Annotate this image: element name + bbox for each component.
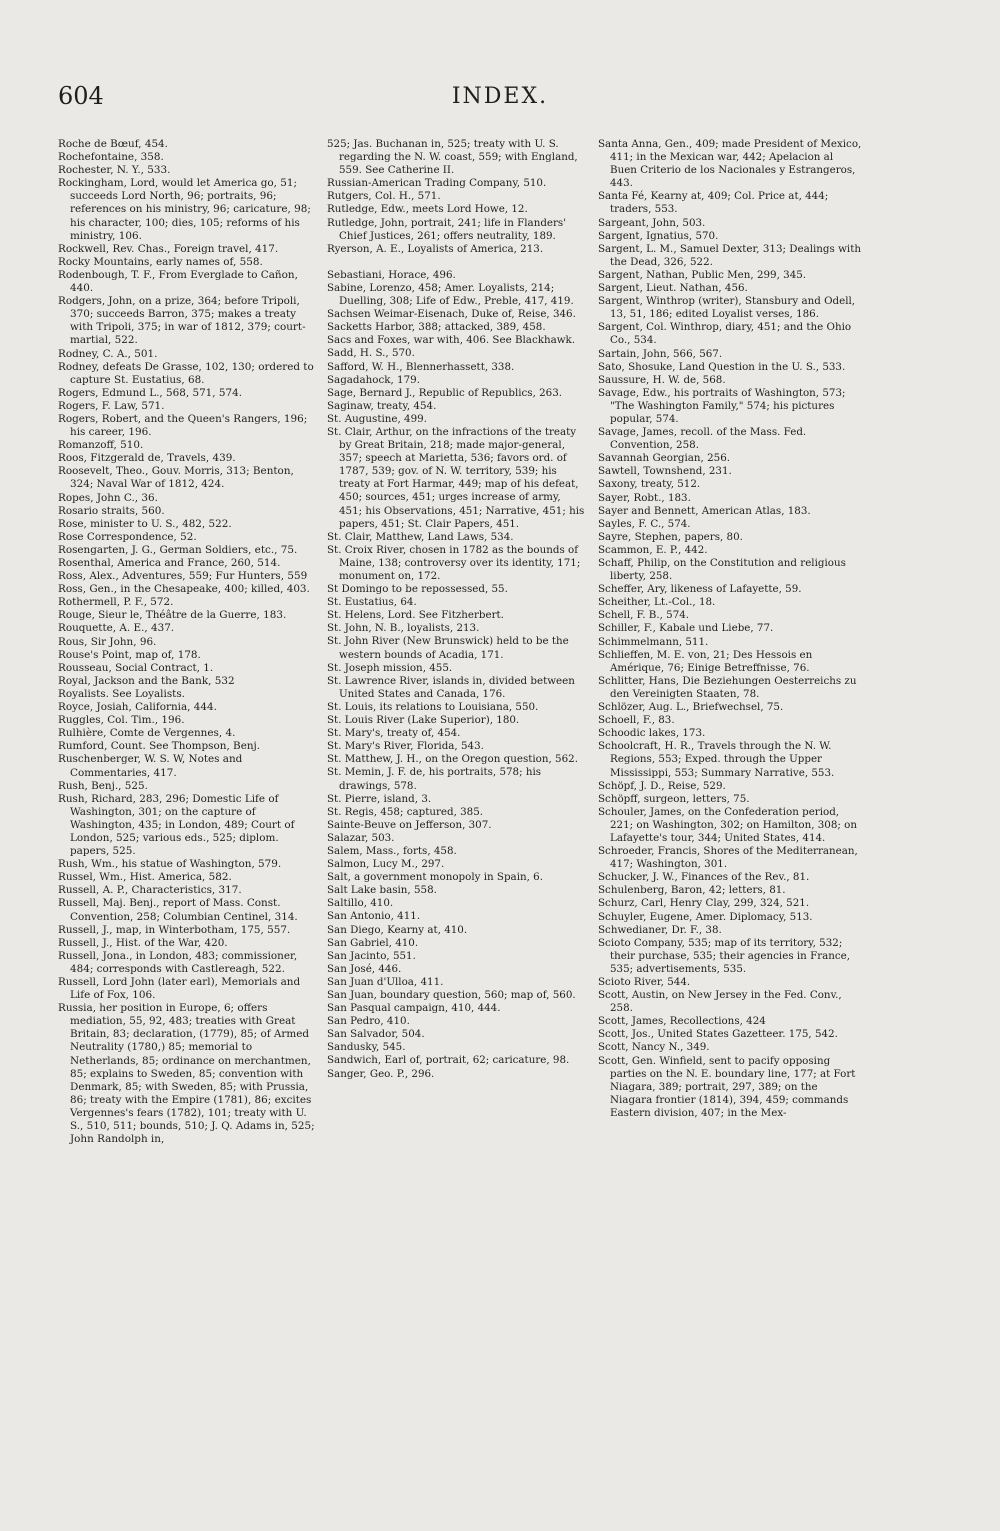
index-entry: Rutledge, Edw., meets Lord Howe, 12. [327, 203, 528, 216]
index-entry: Sacketts Harbor, 388; attacked, 389, 458. [327, 321, 546, 334]
index-entry: Ruschenberger, W. S. W, Notes and Commentaries, 417. [58, 753, 243, 779]
index-entry: Schöpff, surgeon, letters, 75. [598, 792, 750, 805]
index-entry: St. Eustatius, 64. [327, 596, 417, 609]
index-entry: Salmon, Lucy M., 297. [327, 858, 445, 871]
index-entry: Rosengarten, J. G., German Soldiers, etc., 75. [58, 543, 298, 556]
index-entry: Savannah Georgian, 256. [598, 452, 731, 465]
index-entry: Rush, Richard, 283, 296; Domestic Life of Washington, 301; on the capture of Washington, 435; in London, 489; Court of London, 525; various eds., 525; diplom. papers, 525. [58, 792, 295, 858]
index-entry: Schurz, Carl, Henry Clay, 299, 324, 521. [598, 897, 810, 910]
index-entry: Schwedianer, Dr. F., 38. [598, 923, 722, 936]
index-entry: Rosenthal, America and France, 260, 514. [58, 557, 281, 569]
index-entry: Rosario straits, 560. [58, 504, 165, 517]
index-entry: Schlitter, Hans, Die Beziehungen Oesterreichs zu den Vereinigten Staaten, 78. [598, 674, 857, 700]
index-entry: Rockwell, Rev. Chas., Foreign travel, 417. [58, 242, 279, 255]
index-entry: Sayre, Stephen, papers, 80. [598, 530, 743, 543]
index-entry: St. Augustine, 499. [327, 412, 427, 425]
index-entry: Ryerson, A. E., Loyalists of America, 213. [327, 242, 544, 255]
index-entry: Schoolcraft, H. R., Travels through the N. W. Regions, 553; Exped. through the Upper Mississippi, 553; Summary Narrative, 553. [598, 740, 835, 779]
index-entry: Rochefontaine, 358. [58, 151, 164, 164]
index-entry: Rodney, defeats De Grasse, 102, 130; ordered to capture St. Eustatius, 68. [58, 360, 314, 386]
index-entry: 525; Jas. Buchanan in, 525; treaty with U. S. regarding the N. W. coast, 559; with England, 559. See Catherine II. [327, 138, 578, 177]
index-entry: Ropes, John C., 36. [58, 491, 158, 504]
index-entry: St. John, N. B., loyalists, 213. [327, 622, 480, 635]
index-entry: San Antonio, 411. [327, 910, 421, 923]
index-entry: Sainte-Beuve on Jefferson, 307. [327, 818, 492, 831]
index-entry: Rousseau, Social Contract, 1. [58, 661, 214, 674]
index-entry: Salem, Mass., forts, 458. [327, 844, 457, 857]
index-entry: Schouler, James, on the Confederation period, 221; on Washington, 302; on Hamilton, 308; on Lafayette's tour, 344; United States, 414. [598, 805, 857, 844]
index-entry: Scheffer, Ary, likeness of Lafayette, 59. [598, 583, 802, 596]
index-entry: San Salvador, 504. [327, 1028, 425, 1041]
index-entry: Sanger, Geo. P., 296. [327, 1067, 435, 1080]
index-entry: St. Joseph mission, 455. [327, 661, 453, 674]
index-entry: Schaff, Philip, on the Constitution and religious liberty, 258. [598, 557, 846, 583]
index-entry: Scioto River, 544. [598, 976, 691, 988]
index-entry: St. Louis River (Lake Superior), 180. [327, 714, 520, 727]
index-entry: Sayer and Bennett, American Atlas, 183. [598, 504, 811, 517]
index-entry: Russian-American Trading Company, 510. [327, 177, 547, 190]
index-entry: St. Mary's River, Florida, 543. [327, 740, 484, 753]
index-entry: Rutgers, Col. H., 571. [327, 190, 441, 203]
index-entry: Rogers, F. Law, 571. [58, 399, 165, 412]
index-entry: Sayer, Robt., 183. [598, 491, 691, 504]
index-entry: Rush, Wm., his statue of Washington, 579. [58, 858, 282, 871]
index-entry: St. Clair, Arthur, on the infractions of the treaty by Great Britain, 218; made major-general, 357; speech at Marietta, 536; favors ord. of 1787, 539; gov. of N. W. territory, 539; his treaty at Fort Harmar, 449; map of his defeat, 450; sources, 451; urges increase of army, 451; his Observations, 451; Narrative, 451; his papers, 451; St. Clair Papers, 451. [327, 425, 585, 530]
index-entry: Russell, Jona., in London, 483; commissioner, 484; corresponds with Castlereagh, 522. [58, 949, 298, 975]
index-entry: St. Matthew, J. H., on the Oregon question, 562. [327, 753, 578, 766]
index-entry: San Juan d'Ulloa, 411. [327, 975, 444, 988]
index-entry: Scott, Jos., United States Gazetteer. 175, 542. [598, 1028, 838, 1041]
index-entry: Rochester, N. Y., 533. [58, 164, 171, 177]
index-entry: Savage, James, recoll. of the Mass. Fed. Convention, 258. [598, 426, 807, 452]
index-entry: Saltillo, 410. [327, 897, 394, 910]
index-entry: Royal, Jackson and the Bank, 532 [58, 674, 235, 687]
index-entry: Royce, Josiah, California, 444. [58, 701, 217, 714]
index-entry: Ross, Gen., in the Chesapeake, 400; killed, 403. [58, 583, 310, 596]
index-entry: Russel, Wm., Hist. America, 582. [58, 871, 232, 884]
index-entry: Rodenbough, T. F., From Everglade to Cañon, 440. [58, 268, 298, 295]
index-entry: San José, 446. [327, 962, 402, 975]
index-entry: St Domingo to be repossessed, 55. [327, 583, 508, 596]
index-entry: St. Pierre, island, 3. [327, 792, 432, 805]
index-entry: Roche de Bœuf, 454. [58, 138, 168, 150]
index-entry: Rodney, C. A., 501. [58, 347, 158, 360]
index-entry: Schlieffen, M. E. von, 21; Des Hessois en Amérique, 76; Einige Betreffnisse, 76. [598, 648, 813, 674]
index-entry: Sachsen Weimar-Eisenach, Duke of, Reise, 346. [327, 308, 576, 321]
index-entry: Saussure, H. W. de, 568. [598, 373, 726, 386]
index-entry: Rogers, Robert, and the Queen's Rangers, 196; his career, 196. [58, 412, 308, 439]
index-entry: Rouse's Point, map of, 178. [58, 648, 201, 661]
index-entry: Sargent, Nathan, Public Men, 299, 345. [598, 268, 807, 281]
index-entry: Santa Anna, Gen., 409; made President of Mexico, 411; in the Mexican war, 442; Apelacion al Buen Criterio de los Nacionales y Estrangeros, 443. [598, 138, 862, 190]
index-entry: Sargeant, John, 503. [598, 216, 706, 229]
index-entry: Russell, J., Hist. of the War, 420. [58, 936, 228, 949]
index-entry: Scott, Nancy N., 349. [598, 1041, 710, 1054]
index-entry: Rush, Benj., 525. [58, 779, 148, 792]
index-entry: Sandwich, Earl of, portrait, 62; caricature, 98. [327, 1054, 570, 1067]
index-entry: Royalists. See Loyalists. [58, 687, 185, 700]
index-entry: Salazar, 503. [327, 831, 395, 844]
index-entry: Rouquette, A. E., 437. [58, 622, 175, 635]
index-entry: Sayles, F. C., 574. [598, 517, 691, 530]
index-entry: Schimmelmann, 511. [598, 635, 709, 648]
index-entry: Rocky Mountains, early names of, 558. [58, 255, 263, 268]
index-entry: Santa Fé, Kearny at, 409; Col. Price at, 444; traders, 553. [598, 190, 829, 216]
index-entry: Schöpf, J. D., Reise, 529. [598, 779, 726, 792]
index-entry: Romanzoff, 510. [58, 439, 144, 452]
index-entry: Ross, Alex., Adventures, 559; Fur Hunters, 559 [58, 570, 308, 583]
index-entry: Sargent, Col. Winthrop, diary, 451; and the Ohio Co., 534. [598, 321, 852, 347]
index-entry: Russell, Maj. Benj., report of Mass. Const. Convention, 258; Columbian Centinel, 314. [58, 897, 298, 923]
index-entry: San Pedro, 410. [327, 1015, 410, 1028]
index-entry: Ruggles, Col. Tim., 196. [58, 714, 185, 727]
index-entry: Salt Lake basin, 558. [327, 884, 437, 897]
index-entry: Rouge, Sieur le, Théâtre de la Guerre, 183. [58, 609, 287, 622]
index-entry: St. Louis, its relations to Louisiana, 550. [327, 700, 539, 713]
index-entry: Sargent, Ignatius, 570. [598, 229, 719, 242]
index-column-2 [327, 138, 585, 1081]
index-entry: Schuyler, Eugene, Amer. Diplomacy, 513. [598, 910, 813, 923]
index-entry: Rogers, Edmund L., 568, 571, 574. [58, 386, 243, 399]
index-entry: Scheither, Lt.-Col., 18. [598, 596, 716, 609]
index-entry: San Jacinto, 551. [327, 949, 416, 962]
index-entry: Sacs and Foxes, war with, 406. See Blackhawk. [327, 334, 576, 347]
index-entry: Sadd, H. S., 570. [327, 347, 415, 360]
index-entry: Russell, A. P., Characteristics, 317. [58, 884, 242, 897]
index-entry: Scott, James, Recollections, 424 [598, 1015, 766, 1028]
index-entry: Savage, Edw., his portraits of Washington, 573; "The Washington Family," 574; his pictures popular, 574. [598, 386, 846, 425]
index-entry: Sargent, Winthrop (writer), Stansbury and Odell, 13, 51, 186; edited Loyalist verses, 186. [598, 295, 856, 321]
index-entry: St. John River (New Brunswick) held to be the western bounds of Acadia, 171. [327, 635, 569, 661]
index-entry: Scott, Austin, on New Jersey in the Fed. Conv., 258. [598, 989, 842, 1015]
index-entry: St. Croix River, chosen in 1782 as the bounds of Maine, 138; controversy over its identity, 171; monument on, 172. [327, 543, 581, 582]
index-entry: Saxony, treaty, 512. [598, 478, 701, 491]
index-entry: Sandusky, 545. [327, 1041, 406, 1054]
index-entry: Sawtell, Townshend, 231. [598, 465, 732, 478]
index-entry: Saginaw, treaty, 454. [327, 399, 437, 412]
index-entry: St. Mary's, treaty of, 454. [327, 727, 461, 740]
index-entry: Rose, minister to U. S., 482, 522. [58, 517, 232, 530]
index-entry: San Gabriel, 410. [327, 936, 419, 949]
index-entry: Schiller, F., Kabale und Liebe, 77. [598, 622, 774, 635]
index-entry: St. Lawrence River, islands in, divided between United States and Canada, 176. [327, 674, 575, 700]
index-entry: Sagadahock, 179. [327, 373, 420, 386]
page-title: INDEX. [451, 84, 549, 109]
index-entry: Roosevelt, Theo., Gouv. Morris, 313; Benton, 324; Naval War of 1812, 424. [58, 465, 294, 491]
index-entry: Sartain, John, 566, 567. [598, 347, 723, 360]
page-number: 604 [58, 82, 104, 110]
index-entry: Sargent, Lieut. Nathan, 456. [598, 282, 748, 295]
index-entry: San Juan, boundary question, 560; map of, 560. [327, 989, 576, 1001]
index-entry: San Diego, Kearny at, 410. [327, 923, 468, 936]
index-entry: Russia, her position in Europe, 6; offers mediation, 55, 92, 483; treaties with Great Britain, 83; declaration, (1779), 85; of Armed Neutrality (1780,) 85; memorial to Netherlands, 85; ordinance on merchantmen, 85; explains to Sweden, 85; convention with Denmark, 85; with Sweden, 85; with Prussia, 86; treaty with the Empire (1781), 86; excites Vergennes's fears (1782), 101; treaty with U. S., 510, 511; bounds, 510; J. Q. Adams in, 525; John Randolph in, [58, 1002, 315, 1146]
index-entry: Scammon, E. P., 442. [598, 543, 708, 556]
index-entry: Rothermell, P. F., 572. [58, 596, 174, 609]
index-entry: St. Memin, J. F. de, his portraits, 578; his drawings, 578. [327, 766, 542, 792]
index-entry: Rous, Sir John, 96. [58, 635, 157, 648]
index-entry: Schroeder, Francis, Shores of the Mediterranean, 417; Washington, 301. [598, 845, 858, 871]
index-entry: Sargent, L. M., Samuel Dexter, 313; Dealings with the Dead, 326, 522. [598, 242, 861, 268]
index-entry: Safford, W. H., Blennerhassett, 338. [327, 360, 515, 373]
index-column-1 [58, 138, 316, 1146]
index-entry: Sato, Shosuke, Land Question in the U. S., 533. [598, 360, 846, 373]
index-entry: Rockingham, Lord, would let America go, 51; succeeds Lord North, 96; portraits, 96; references on his ministry, 96; caricature, 98; his character, 100; dies, 105; reforms of his ministry, 106. [58, 177, 311, 242]
index-entry: Sebastiani, Horace, 496. [327, 268, 456, 281]
index-entry: Sage, Bernard J., Republic of Republics, 263. [327, 386, 563, 399]
index-column-3 [598, 138, 862, 1120]
index-entry: Schell, F. B., 574. [598, 609, 690, 622]
index-entry: Schoell, F., 83. [598, 714, 675, 727]
index-entry: Russell, Lord John (later earl), Memorials and Life of Fox, 106. [58, 976, 301, 1002]
index-entry: Schulenberg, Baron, 42; letters, 81. [598, 884, 786, 897]
index-entry: St. Regis, 458; captured, 385. [327, 805, 484, 818]
index-entry: Russell, J., map, in Winterbotham, 175, 557. [58, 923, 291, 936]
index-entry: Rose Correspondence, 52. [58, 530, 197, 543]
index-entry: Schlözer, Aug. L., Briefwechsel, 75. [598, 701, 784, 714]
index-entry: Schoodic lakes, 173. [598, 727, 706, 740]
index-entry: Roos, Fitzgerald de, Travels, 439. [58, 452, 236, 465]
index-entry: Scott, Gen. Winfield, sent to pacify opposing parties on the N. E. boundary line, 177; at Fort Niagara, 389; portrait, 297, 389; on the Niagara frontier (1814), 394, 459; commands Eastern division, 407; in the Mex- [598, 1054, 856, 1119]
index-entry: St. Helens, Lord. See Fitzherbert. [327, 609, 504, 622]
section-gap [327, 256, 585, 269]
index-entry: San Pasqual campaign, 410, 444. [327, 1002, 501, 1015]
index-entry: Rumford, Count. See Thompson, Benj. [58, 740, 261, 753]
index-entry: Rulhière, Comte de Vergennes, 4. [58, 727, 236, 740]
index-entry: Rodgers, John, on a prize, 364; before Tripoli, 370; succeeds Barron, 375; makes a treaty with Tripoli, 375; in war of 1812, 379; court-martial, 522. [58, 295, 306, 347]
index-entry: Scioto Company, 535; map of its territory, 532; their purchase, 535; their agencies in France, 535; advertisements, 535. [598, 936, 851, 975]
index-entry: Sabine, Lorenzo, 458; Amer. Loyalists, 214; Duelling, 308; Life of Edw., Preble, 417, 419. [327, 281, 574, 308]
index-entry: St. Clair, Matthew, Land Laws, 534. [327, 530, 514, 543]
index-entry: Salt, a government monopoly in Spain, 6. [327, 871, 543, 884]
index-entry: Schucker, J. W., Finances of the Rev., 81. [598, 871, 810, 884]
index-entry: Rutledge, John, portrait, 241; life in Flanders' Chief Justices, 261; offers neutrality, 189. [327, 216, 567, 242]
